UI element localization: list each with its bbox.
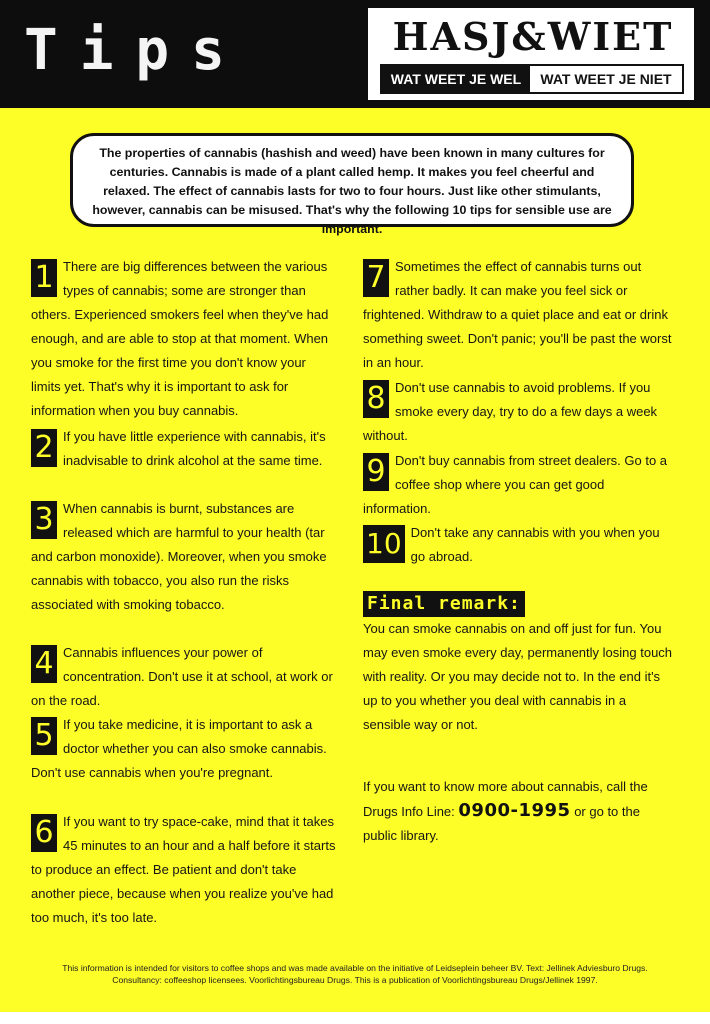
tip-3: [31, 497, 339, 617]
drugs-info-line-number: 0900-1995: [458, 800, 571, 821]
tip-number: 8: [363, 380, 389, 418]
tip-7: [363, 255, 675, 375]
final-remark-text: You can smoke cannabis on and off just for fun. You may even smoke every day, permanently losing touch with reality. Or you may decide not to. In the end it's up to you whether you deal with cannabis in a sensible way or not.: [363, 621, 673, 732]
tip-5: [31, 713, 339, 785]
tip-1: [31, 255, 339, 423]
more-info-text: [363, 775, 675, 848]
tip-number: 2: [31, 429, 57, 467]
tip-10: [363, 521, 675, 569]
tip-text: If you take medicine, it is important to ask a doctor whether you can also smoke cannabis. Don't use cannabis when you're pregnant.: [31, 717, 327, 780]
tip-text: There are big differences between the various types of cannabis; some are stronger than others. Experienced smokers feel when they've had enough, and are able to stop at that moment. When you smoke for the first time you don't know your limits yet. That's why it is important to ask for information when you buy cannabis.: [31, 259, 329, 418]
tip-number: 9: [363, 453, 389, 491]
more-info-after: or go to the public library.: [363, 804, 640, 843]
hasj-wiet-logo: [368, 8, 694, 100]
tip-text: If you have little experience with cannabis, it's inadvisable to drink alcohol at the same time.: [63, 429, 326, 468]
logo-subtitle: [380, 64, 684, 94]
page-title: Tips: [24, 18, 247, 83]
tip-number: 6: [31, 814, 57, 852]
tip-text: If you want to try space-cake, mind that it takes 45 minutes to an hour and a half before it starts to produce an effect. Be patient and don't take another piece, because when you realize you've had too much, it's too late.: [31, 814, 336, 925]
logo-left-label: WAT WEET JE WEL: [382, 66, 530, 92]
tip-number: 4: [31, 645, 57, 683]
tip-text: Don't use cannabis to avoid problems. If you smoke every day, try to do a few days a week without.: [363, 380, 658, 443]
tip-6: [31, 810, 339, 930]
logo-title: HASJ&WIET: [392, 14, 674, 59]
tip-text: Don't buy cannabis from street dealers. Go to a coffee shop where you can get good information.: [363, 453, 668, 516]
tip-number: 5: [31, 717, 57, 755]
more-info-before: If you want to know more about cannabis, call the Drugs Info Line:: [363, 779, 648, 819]
tip-text: Cannabis influences your power of concentration. Don't use it at school, at work or on the road.: [31, 645, 333, 708]
tip-number: 10: [363, 525, 405, 563]
tip-text: When cannabis is burnt, substances are released which are harmful to your health (tar and carbon monoxide). Moreover, when you smoke cannabis with tobacco, you also run the risks associated with smoking tobacco.: [31, 501, 327, 612]
tip-text: Sometimes the effect of cannabis turns out rather badly. It can make you feel sick or frightened. Withdraw to a quiet place and eat or drink something sweet. Don't panic; you'll be past the worst in an hour.: [363, 259, 672, 370]
tip-9: [363, 449, 675, 521]
footer-credits: This information is intended for visitors to coffee shops and was made available on the initiative of Leidseplein beheer BV. Text: Jellinek Adviesburo Drugs. Consultancy: coffeeshop licensees. Voorlichtingsbureau Drugs. This is a publication of Voorlichtingsbureau Drugs/Jellinek 1997.: [62, 963, 648, 985]
logo-right-label: WAT WEET JE NIET: [530, 66, 682, 92]
tip-8: [363, 376, 675, 448]
tip-text: Don't take any cannabis with you when you go abroad.: [410, 525, 660, 564]
tip-number: 7: [363, 259, 389, 297]
tip-2: [31, 425, 339, 473]
header-bar: [0, 0, 710, 108]
tip-number: 1: [31, 259, 57, 297]
tip-4: [31, 641, 339, 713]
tip-number: 3: [31, 501, 57, 539]
final-remark-heading: Final remark:: [363, 591, 525, 617]
intro-box: The properties of cannabis (hashish and weed) have been known in many cultures for centuries. Cannabis is made of a plant called hemp. It makes you feel cheerful and relaxed. The effect of cannabis lasts for two to four hours. Just like other stimulants, however, cannabis can be misused. That's why the following 10 tips for sensible use are important.: [70, 133, 634, 227]
bottom-margin: [0, 1012, 710, 1024]
